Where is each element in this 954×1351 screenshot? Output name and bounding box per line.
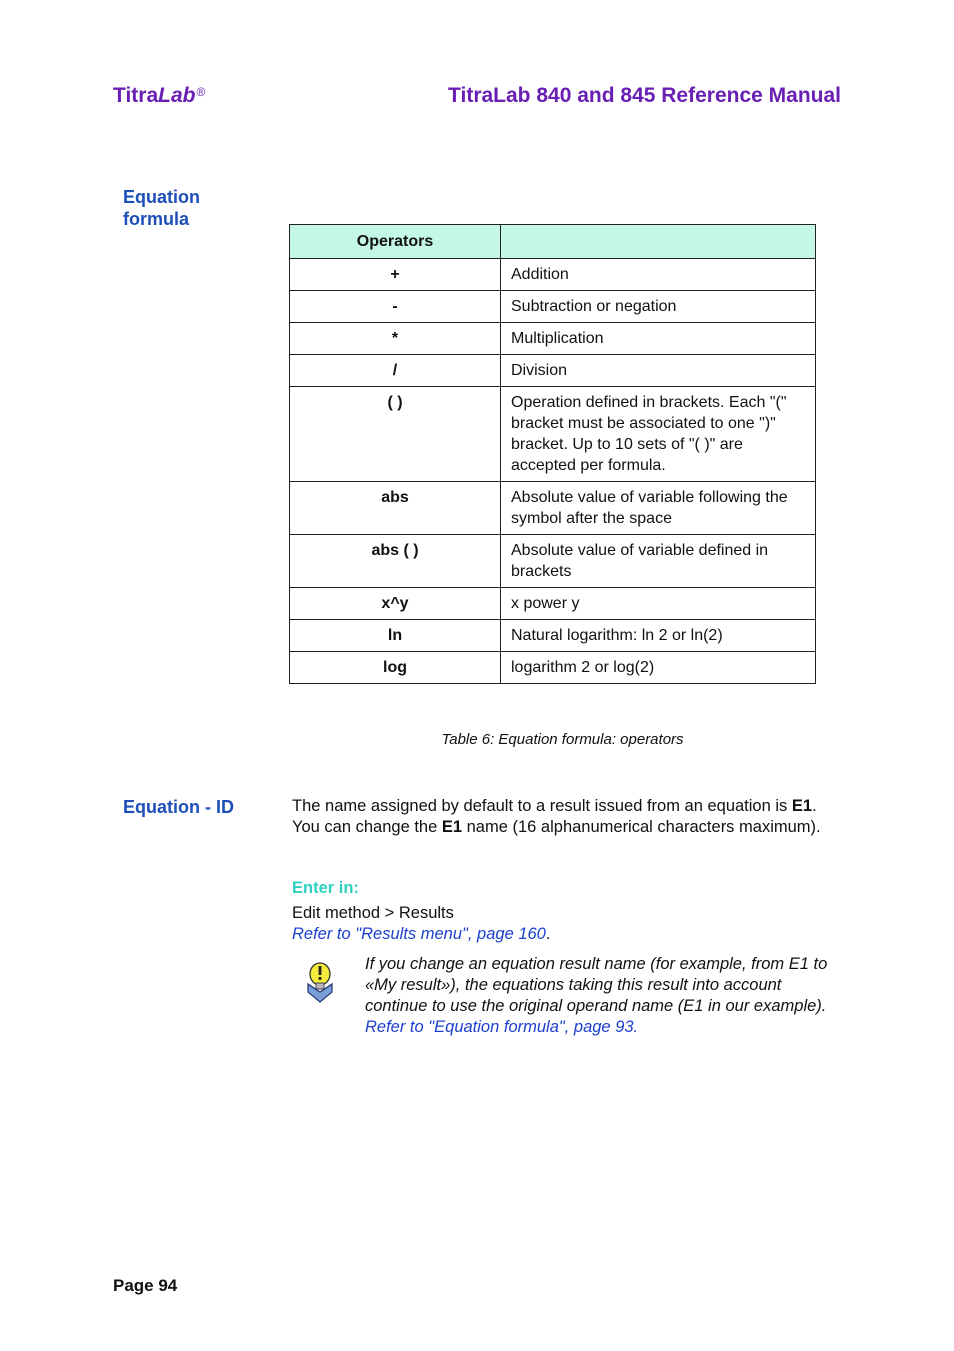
operator-cell: abs ( ) [290,535,501,588]
description-cell: Absolute value of variable following the symbol after the space [501,482,816,535]
table-row [290,355,816,387]
operators-table [289,224,816,684]
table-row [290,323,816,355]
menu-path: Edit method > Results [292,904,454,922]
table-row [290,620,816,652]
enter-in-block: Edit method > Results Refer to "Results menu", page 160. [292,903,837,945]
operator-cell: + [290,259,501,291]
description-cell: Subtraction or negation [501,291,816,323]
description-cell: Natural logarithm: ln 2 or ln(2) [501,620,816,652]
enter-in-label: Enter in: [292,879,359,897]
manual-title: TitraLab 840 and 845 Reference Manual [448,84,841,107]
description-cell: Absolute value of variable defined in brackets [501,535,816,588]
description-cell: x power y [501,588,816,620]
table-row [290,588,816,620]
header-description [501,225,816,259]
note-text: If you change an equation result name (for example, from E1 to «My result»), the equations taking this result into account continue to use the original operand name (E1 in our example). [365,955,828,1015]
operator-cell: * [290,323,501,355]
table-row [290,482,816,535]
brand-logo: TitraLab® [113,84,206,107]
table-row [290,259,816,291]
note-block: If you change an equation result name (for example, from E1 to «My result»), the equations taking this result into account continue to use the original operand name (E1 in our example). Refer to "Equation formula", page 93. [365,954,840,1038]
operator-cell: x^y [290,588,501,620]
equation-formula-link[interactable]: Refer to "Equation formula", page 93 [365,1018,634,1036]
table-row [290,291,816,323]
header-operators: Operators [290,225,501,259]
description-cell: Division [501,355,816,387]
description-cell: Operation defined in brackets. Each "(" bracket must be associated to one ")" bracket. Up to 10 sets of "( )" are accepted per formula. [501,387,816,482]
lightbulb-note-icon [302,960,340,1006]
table-row [290,387,816,482]
results-menu-link[interactable]: Refer to "Results menu", page 160 [292,925,546,943]
operator-cell: - [290,291,501,323]
operator-cell: log [290,652,501,684]
table-header-row [290,225,816,259]
section-heading-equation-id: Equation - ID [123,797,234,817]
table-row [290,652,816,684]
operator-cell: abs [290,482,501,535]
description-cell: Multiplication [501,323,816,355]
equation-id-paragraph: The name assigned by default to a result issued from an equation is E1. You can change the E1 name (16 alphanumerical characters maximum). [292,797,821,836]
operator-cell: / [290,355,501,387]
description-cell: Addition [501,259,816,291]
operator-cell: ( ) [290,387,501,482]
description-cell: logarithm 2 or log(2) [501,652,816,684]
table-row [290,535,816,588]
table-caption: Table 6: Equation formula: operators [441,731,684,748]
page-number: Page 94 [113,1276,178,1295]
section-heading-equation-formula: Equation formula [123,187,200,229]
operator-cell: ln [290,620,501,652]
operators-table-body [290,259,816,684]
